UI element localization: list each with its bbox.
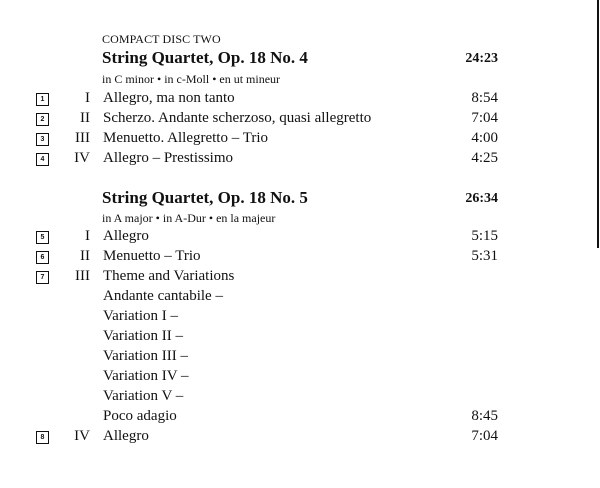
section-row xyxy=(0,328,600,348)
section-title: Variation II – xyxy=(103,328,183,344)
track-row xyxy=(0,268,600,288)
track-row xyxy=(0,248,600,268)
section-row xyxy=(0,308,600,328)
section-row xyxy=(0,348,600,368)
movement-number: IV xyxy=(74,428,90,444)
movement-time: 8:45 xyxy=(471,408,498,424)
work-key: in C minor • in c-Moll • en ut mineur xyxy=(102,72,281,86)
movement-number: I xyxy=(85,228,90,244)
movement-title: Menuetto – Trio xyxy=(103,248,201,264)
movement-title: Menuetto. Allegretto – Trio xyxy=(103,130,268,146)
track-number-box-icon: 6 xyxy=(36,251,49,264)
track-number-box-icon: 4 xyxy=(36,153,49,166)
movement-title: Allegro xyxy=(103,228,149,244)
section-title: Variation V – xyxy=(103,388,184,404)
track-number-box-icon: 1 xyxy=(36,93,49,106)
movement-time: 4:25 xyxy=(471,150,498,166)
section-title: Variation I – xyxy=(103,308,178,324)
work-title: String Quartet, Op. 18 No. 4 xyxy=(102,48,308,67)
movement-number: IV xyxy=(74,150,90,166)
movement-number: III xyxy=(75,268,90,284)
movement-title: Allegro xyxy=(103,428,149,444)
movement-title: Theme and Variations xyxy=(103,268,235,284)
movement-number: II xyxy=(80,248,90,264)
movement-time: 7:04 xyxy=(471,110,498,126)
movement-number: II xyxy=(80,110,90,126)
movement-time: 5:31 xyxy=(471,248,498,264)
track-number-box-icon: 5 xyxy=(36,231,49,244)
work-total-time: 26:34 xyxy=(465,191,498,206)
section-row xyxy=(0,288,600,308)
section-title: Variation IV – xyxy=(103,368,189,384)
movement-title: Allegro – Prestissimo xyxy=(103,150,233,166)
track-row xyxy=(0,150,600,170)
track-number-box-icon: 8 xyxy=(36,431,49,444)
track-number-box-icon: 3 xyxy=(36,133,49,146)
track-row xyxy=(0,110,600,130)
work-total-time: 24:23 xyxy=(465,51,498,66)
section-row xyxy=(0,388,600,408)
movement-title: Allegro, ma non tanto xyxy=(103,90,235,106)
track-row xyxy=(0,130,600,150)
movement-time: 7:04 xyxy=(471,428,498,444)
section-title: Variation III – xyxy=(103,348,188,364)
section-row xyxy=(0,408,600,428)
disc-label: COMPACT DISC TWO xyxy=(102,32,221,46)
work-title: String Quartet, Op. 18 No. 5 xyxy=(102,188,308,207)
track-number-box-icon: 2 xyxy=(36,113,49,126)
movement-time: 5:15 xyxy=(471,228,498,244)
movement-time: 8:54 xyxy=(471,90,498,106)
movement-number: III xyxy=(75,130,90,146)
track-row xyxy=(0,90,600,110)
track-row xyxy=(0,428,600,448)
section-row xyxy=(0,368,600,388)
movement-number: I xyxy=(85,90,90,106)
track-number-box-icon: 7 xyxy=(36,271,49,284)
section-title: Andante cantabile – xyxy=(103,288,223,304)
work-key: in A major • in A-Dur • en la majeur xyxy=(102,211,276,225)
track-row xyxy=(0,228,600,248)
movement-title: Scherzo. Andante scherzoso, quasi allegretto xyxy=(103,110,372,126)
movement-time: 4:00 xyxy=(471,130,498,146)
section-title: Poco adagio xyxy=(103,408,177,424)
